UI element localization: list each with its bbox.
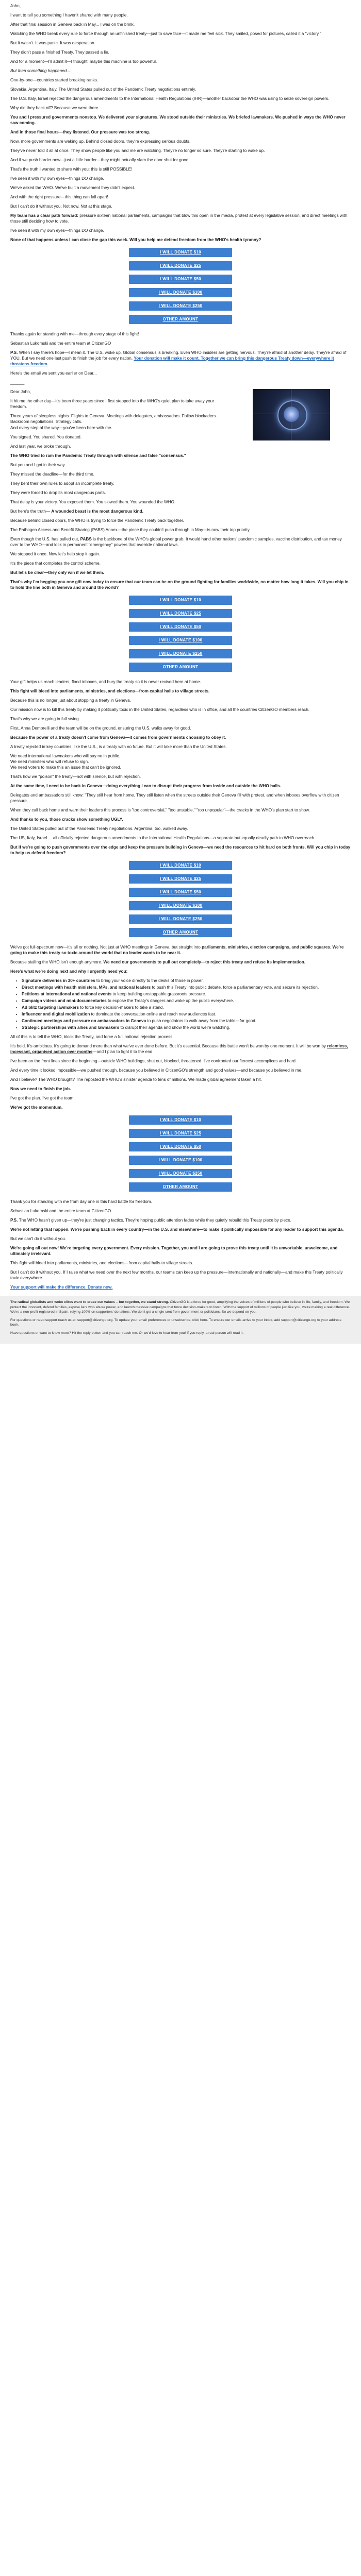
intro-line: Watching the WHO break every rule to force through an unfinished treaty—just to save face—it made me feel sick. They smiled, posed for pictures, called it a "victory." [10,31,321,36]
donate-10-button[interactable]: I WILL DONATE $10 [129,1115,232,1125]
list-item: • Petitions at international and national events to keep building unstoppable grassroots pressure. [22,991,351,997]
paragraph: The Pathogen Access and Benefit Sharing (PABS) Annex—the piece they couldn't push through in May—is now their top priority. [10,528,251,532]
paragraph: We've got full-spectrum now—it's all or nothing. Not just at WHO meetings in Geneva, but straight into parliaments, ministries, election campaigns, and public squares. We're going to make this treaty so toxic around the world that no leader wants to be near it. [10,945,344,955]
paragraph: A treaty rejected in key countries, like the U.S., is a treaty with no future. But it will take more than the United States. [10,744,227,749]
paragraph: The US, Italy, Israel ... all officially rejected dangerous amendments to the International Health Regulations—a separate but equally deadly path to WHO overreach. [10,836,316,840]
intro-line: After that final session in Geneva back in May... I was on the brink. [10,22,135,27]
paragraph: Here's the email we sent you earlier on Dear... [10,371,97,376]
paragraph: It hit me the other day—it's been three years since I first stepped into the WHO's quiet plan to take away your freedom. [10,399,214,409]
paragraph-bold: And thanks to you, those cracks show something UGLY. [10,817,123,822]
intro-line: And for a moment—I'll admit it—I thought: maybe this machine is too powerful. [10,59,157,64]
donate-25-button[interactable]: I WILL DONATE $25 [129,609,232,618]
paragraph-bold: We're going all out now! We're targeting every government. Every mission. Together, you and I are going to prove this treaty until it is unworkable, unwelcome, and ultimately irrelevant. [10,1246,338,1256]
paragraph: First, Anna Demorelli and the team will be on the ground, ensuring the U.S. walks away for good. [10,726,191,731]
donate-10-button[interactable]: I WILL DONATE $10 [129,861,232,870]
donate-10-button[interactable]: I WILL DONATE $10 [129,596,232,605]
donation-link[interactable]: Your support will make the difference. Donate now. [10,1285,113,1290]
greeting: John, [10,4,21,8]
paragraph: And I believe? The WHO brought? The reposted the WHO's sinister agenda to tens of millions. We made global agreement taken a hit. [10,1077,262,1082]
donate-50-button[interactable]: I WILL DONATE $50 [129,622,232,632]
paragraph: I've got the plan. I've got the team. [10,1096,75,1100]
paragraph: And with the right pressure—this thing can fall apart! [10,195,108,199]
paragraph: We've asked the WHO. We've built a movement they didn't expect. [10,185,135,190]
paragraph: I've been on the front lines since the beginning—outside WHO buildings, shut out, blocked, threatened. I've confronted our fiercest accomplices and hard. [10,1059,297,1063]
paragraph-bold: But if we're going to push governments over the edge and keep the pressure building in Geneva—we need the resources to hit hard on both fronts. Will you chip in today to help us defend freedom? [10,845,351,855]
letter-with-image [10,389,351,425]
intro-line: I want to tell you something I haven't shared with many people. [10,13,128,18]
hero-image [253,389,330,440]
footer-mission: The radical globalists and woke elites want to erase our values – but together, we stand strong. CitizenGO is a force for good, amplifying the voices of millions of people who believe in life, family, and freedom. We protect the innocent, defend families, expose liars who abuse power, and launch massive campaigns that force decision-makers to listen. With the support of millions of people just like you, we're making a real difference. We're a non-profit registered in Spain, relying 100% on supporters' donations. We don't get a single cent from government or politicians. So we depend on you. [10,1300,350,1314]
thanks: Thanks again for standing with me—through every stage of this fight! [10,332,139,336]
paragraph-bold: You and I pressured governments nonstop. We delivered your signatures. We stood outside their ministries. We briefed lawmakers. We pushed in ways the WHO never saw coming. [10,115,346,125]
paragraph: I've seen it with my own eyes—things DO change. [10,176,104,181]
paragraph: And last year, we broke through. [10,444,71,449]
list-item: • Signature deliveries in 30+ countries to bring your voice directly to the desks of those in power. [22,978,351,984]
paragraph: My team has a clear path forward: pressure sixteen national parliaments, campaigns that blow this open in the media, protest at every legislative session, and direct meetings with those still deciding how to vote. [10,213,348,224]
paragraph-bold: Now we need to finish the job. [10,1087,71,1091]
paragraph: It's the piece that completes the control scheme. [10,561,101,566]
separator: ______ [10,380,25,385]
paragraph-bold: And in those final hours—they listened. Our pressure was too strong. [10,130,150,134]
paragraph: They were forced to drop its most dangerous parts. [10,490,106,495]
paragraph: And every step of the way—you've been here with me. [10,426,112,430]
signature: Sebastian Lukomski and the entire team at CitizenGO [10,341,111,346]
donate-50-button[interactable]: I WILL DONATE $50 [129,275,232,284]
paragraph: Why did they back off? Because we were there. [10,106,100,110]
postscript: P.S. When I say there's hope—I mean it. The U.S. woke up. Global consensus is breaking. Even WHO insiders are getting nervous. They're afraid of another delay. They're afraid of YOU. But we need one last push to finish the job for every nation. Your donation will make it count. Together we can bring this dangerous Treaty down—everywhere it threatens freedom. [10,350,347,366]
paragraph: We need voters to make this an issue that can't be ignored. [10,765,121,770]
paragraph: The U.S. Italy, Israel rejected the dangerous amendments to the International Health Regulations (IHR)—another backdoor the WHO was using to seize sovereign powers. [10,96,330,101]
paragraph-bold: None of that happens unless I can close the gap this week. Will you help me defend freedom from the WHO's health tyranny? [10,238,261,242]
donation-buttons [129,1115,232,1192]
donate-other-button[interactable]: OTHER AMOUNT [129,663,232,672]
paragraph: Three years of sleepless nights. Flights to Geneva. Meetings with delegates, ambassadors. Follow blockaders. Backroom negotiations. Strategy calls. [10,414,217,424]
intro-line: But then something happened... [10,69,71,73]
list-item: • Campaign videos and mini-documentaries to expose the Treaty's dangers and wake up the public everywhere. [22,998,351,1004]
paragraph-bold: The WHO tried to ram the Pandemic Treaty through with silence and false "consensus." [10,453,186,458]
paragraph: That delay is your victory. You exposed them. You slowed them. You wounded the WHO. [10,500,176,504]
paragraph: You signed. You shared. You donated. [10,435,82,439]
list-item: • Influencer and digital mobilization to dominate the conversation online and reach new audiences fast. [22,1011,351,1017]
donate-25-button[interactable]: I WILL DONATE $25 [129,1129,232,1138]
paragraph: Our mission now is to kill this treaty by making it politically toxic in the United States, regardless who is in office, and all the countries CitizenGO members reach. [10,707,310,712]
paragraph-bold: Because the power of a treaty doesn't come from Geneva—it comes from governments choosing to obey it. [10,735,226,740]
donate-100-button[interactable]: I WILL DONATE $100 [129,901,232,910]
paragraph-bold: Here's what we're doing next and why I urgently need you: [10,969,128,974]
paragraph: But here's the truth— A wounded beast is the most dangerous kind. [10,509,143,514]
paragraph: But I can't do it without you. If I raise what we need over the next few months, our teams can keep up the pressure—internationally and nationally—and make this Treaty politically toxic everywhere. [10,1270,343,1280]
paragraph: Your gift helps us reach leaders, flood inboxes, and bury the treaty so it is never revived here at home. [10,680,201,684]
list-item: • Strategic partnerships with allies and lawmakers to disrupt their agenda and show the world we're watching. [22,1025,351,1030]
paragraph: Slovakia. Argentina. Italy. The United States pulled out of the Pandemic Treaty negotiations entirely. [10,87,196,92]
paragraph: The United States pulled out of the Pandemic Treaty negotiations. Argentina, too, walked away. [10,826,188,831]
donate-10-button[interactable]: I WILL DONATE $10 [129,248,232,257]
paragraph: That's the truth I wanted to share with you: this is still POSSIBLE! [10,167,133,172]
paragraph: But you and I got in their way. [10,463,66,467]
donate-25-button[interactable]: I WILL DONATE $25 [129,874,232,884]
paragraph-bold: That's why I'm begging you one gift now today to ensure that our team can be on the ground fighting for families worldwide, no matter how long it takes. Will you chip in to hold the line both in Geneva and around the world? [10,580,349,590]
paragraph: We need ministers who will refuse to sign. [10,759,89,764]
signature: Sebastian Lukomski and the entire team at CitizenGO [10,1209,111,1213]
donate-250-button[interactable]: I WILL DONATE $250 [129,1169,232,1178]
paragraph: It's bold. It's ambitious. It's going to demand more than what we've ever done before. But it's essential. Because this battle won't be won by one moment. It will be won by relentless, incessant, organised action over months—and I plan to fight it to the end. [10,1044,348,1054]
donate-250-button[interactable]: I WILL DONATE $250 [129,649,232,658]
paragraph: That's why we are going in full swing. [10,717,80,721]
paragraph: They've never told it all at once. They show people like you and me are watching. They're no longer so sure. They're starting to wake up. [10,148,265,153]
footer-contact: For questions or need support reach us at: support@citizengo.org. To update your email preferences or unsubscribe, click here. To ensure our emails arrive to your inbox, add support@citizengo.org to your address book. [10,1318,341,1327]
intro-line: But it wasn't. It was panic. It was desperation. [10,41,95,45]
paragraph: They bent their own rules to adopt an incomplete treaty. [10,481,114,486]
action-list [10,978,351,1030]
paragraph-bold: This fight will bleed into parliaments, ministries, and elections—from capital halls to village streets. [10,689,210,693]
donation-buttons [129,861,232,937]
donate-100-button[interactable]: I WILL DONATE $100 [129,636,232,645]
paragraph: They missed the deadline—for the third time. [10,472,94,477]
donate-50-button[interactable]: I WILL DONATE $50 [129,1142,232,1151]
paragraph-bold: But let's be clear—they only win if we let them. [10,570,104,575]
paragraph: When they call back home and warn their leaders this process is "too controversial," "too unstable," "too unpopular"—the cracks in the WHO's plan start to show. [10,808,310,812]
intro-line: They didn't pass a finished Treaty. They passed a lie. [10,50,109,55]
intro-line: One-by-one—countries started breaking ranks. [10,78,99,82]
greeting: Dear John, [10,389,31,394]
paragraph: Because behind closed doors, the WHO is trying to force the Pandemic Treaty back together. [10,518,184,523]
paragraph: Delegates and ambassadors still know: "They still hear from home. They still listen when the streets outside their Geneva fill with protest, and when inboxes overflow with citizen pressure. [10,793,339,803]
donation-buttons [129,596,232,672]
donate-250-button[interactable]: I WILL DONATE $250 [129,914,232,924]
paragraph [10,1284,351,1290]
donate-100-button[interactable]: I WILL DONATE $100 [129,288,232,297]
donate-50-button[interactable]: I WILL DONATE $50 [129,888,232,897]
donation-link[interactable]: Your donation will make it count. Together we can bring this dangerous Treaty down—everywhere it threatens freedom. [10,356,334,366]
list-item: • Continued meetings and pressure on ambassadors in Geneva to push negotiators to walk away from the table—for good. [22,1018,351,1024]
paragraph: We need international lawmakers who will say no in public. [10,754,120,758]
list-item: • Direct meetings with health ministers, MPs, and national leaders to push this Treaty into public debate, force a parliamentary vote, and secure its rejection. [22,985,351,990]
list-item: • Ad blitz targeting lawmakers to force key decision-makers to take a stand. [22,1005,351,1010]
donate-other-button[interactable]: OTHER AMOUNT [129,1182,232,1192]
paragraph: This fight will bleed into parliaments, ministries, and elections—from capital halls to village streets. [10,1261,193,1265]
footer-reply: Have questions or want to know more? Hit the reply button and you can reach me. Or we'd love to hear from you! If you reply, a real person will read it. [10,1331,244,1335]
paragraph: I've seen it with my own eyes—things DO change. [10,228,104,233]
thanks: Thank you for standing with me from day one in this hard battle for freedom. [10,1199,152,1204]
paragraph: Even though the U.S. has pulled out, PABS is the backbone of the WHO's global power grab. It would hand other nations' pandemic samples, vaccine distribution, and tax money over to the WHO—and lock in permanent "emergency" powers that override national laws. [10,537,342,547]
paragraph: And if we push harder now—just a little harder—they might actually slam the door shut for good. [10,158,190,162]
paragraph-bold: At the same time, I need to be back in Geneva—doing everything I can to disrupt their progress from inside and outside the WHO halls. [10,784,282,788]
paragraph: Because stalling the WHO isn't enough anymore. We need our governments to pull out completely—to reject this treaty and refuse its implementation. [10,960,305,964]
donate-other-button[interactable]: OTHER AMOUNT [129,928,232,937]
paragraph: That's how we "poison" the treaty—not with silence, but with rejection. [10,774,141,779]
paragraph: We stopped it once. Now let's help stop it again. [10,552,100,556]
paragraph: Now, more governments are waking up. Behind closed doors, they're expressing serious doubts. [10,139,191,144]
donate-100-button[interactable]: I WILL DONATE $100 [129,1156,232,1165]
donation-buttons [129,248,232,324]
paragraph: All of this is to tell the WHO, block the Treaty, and force a full national rejection process. [10,1035,174,1039]
paragraph-bold: We're not letting that happen. We're pushing back in every country—in the U.S. and elsewhere—to make it politically impossible for any leader to support this agenda. [10,1227,344,1232]
email-footer [0,1296,361,1344]
donate-other-button[interactable]: OTHER AMOUNT [129,315,232,324]
paragraph: But I can't do it without you. Not now. Not at this stage. [10,204,112,209]
paragraph: Because this is no longer just about stopping a treaty in Geneva. [10,698,131,703]
donate-250-button[interactable]: I WILL DONATE $250 [129,301,232,311]
donate-25-button[interactable]: I WILL DONATE $25 [129,261,232,270]
paragraph: But we can't do it without you. [10,1236,67,1241]
postscript: P.S. The WHO hasn't given up—they're just changing tactics. They're hoping public attention fades while they quietly rebuild this Treaty piece by piece. [10,1218,291,1223]
paragraph: And every time it looked impossible—we pushed through, because you believed in CitizenGO's strength and good values—and because you believed in me. [10,1068,303,1073]
paragraph-bold: We've got the momentum. [10,1105,63,1110]
